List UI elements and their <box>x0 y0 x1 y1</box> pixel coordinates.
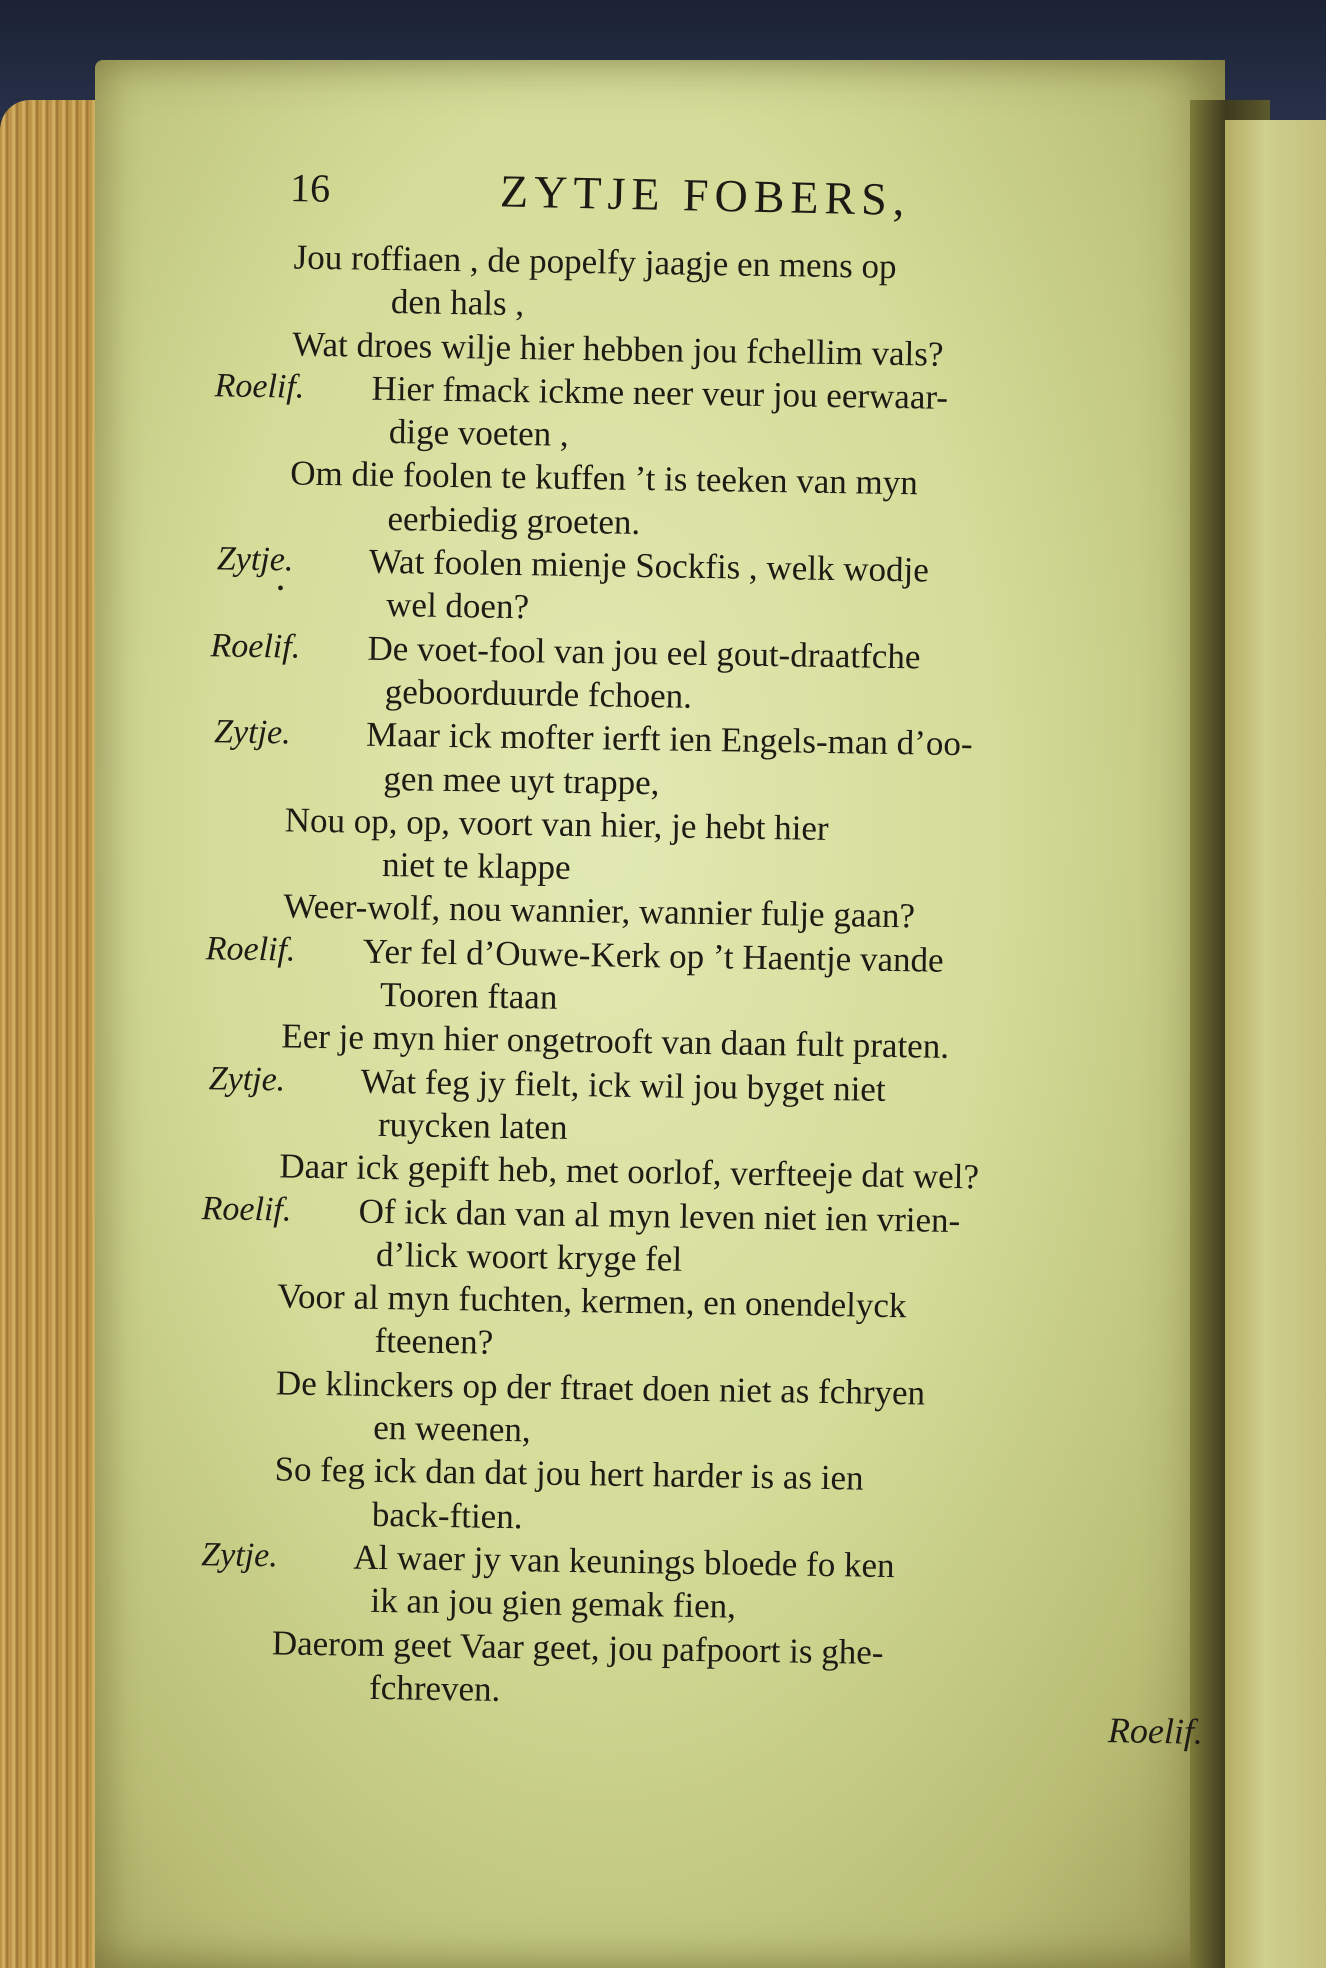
line-text: back-ftien. <box>371 1494 523 1536</box>
speaker-name: Zytje. <box>208 1059 286 1099</box>
line-text: gen mee uyt trappe, <box>383 758 660 802</box>
line-text: d’lick woort kryge fel <box>375 1234 683 1279</box>
ink-mark: • <box>277 578 285 600</box>
line-text: Daerom geet Vaar geet, jou pafpoort is ghe- <box>271 1622 884 1672</box>
line-text: den hals , <box>390 282 525 324</box>
line-text: De klinckers op der ftraet doen niet as fchryen <box>275 1363 926 1413</box>
line-text: geboorduurde fchoen. <box>384 671 693 716</box>
speaker-name: Zytje. <box>216 540 294 579</box>
right-page-edge <box>1225 120 1326 1968</box>
speaker-name: Roelif. <box>214 367 305 406</box>
line-text: Wat foolen mienje Sockfis , welk wodje <box>368 541 930 590</box>
line-text: Nou op, op, voort van hier, je hebt hier <box>284 800 829 848</box>
line-text: Of ick dan van al myn leven niet ien vrien- <box>358 1191 961 1240</box>
line-text: en weenen, <box>372 1407 531 1450</box>
line-text: Wat droes wilje hier hebben jou fchellim vals? <box>291 324 944 374</box>
line-text: niet te klappe <box>381 845 571 888</box>
line-text: Maar ick mofter ierft ien Engels-man d’oo- <box>365 714 973 764</box>
running-title: ZYTJE FOBERS, <box>499 165 911 225</box>
line-text: Al waer jy van keunings bloede fo ken <box>352 1537 895 1586</box>
speaker-name: Zytje. <box>200 1536 279 1575</box>
line-text: ik an jou gien gemak fien, <box>370 1581 737 1626</box>
page-number: 16 <box>289 165 331 211</box>
line-text: fteenen? <box>374 1321 494 1363</box>
line-text: Hier fmack ickme neer veur jou eerwaar- <box>371 368 949 417</box>
line-text: Daar ick gepift heb, met oorlof, verfteeje dat wel? <box>279 1146 980 1197</box>
line-text: So feg ick dan dat jou hert harder is as ien <box>274 1449 864 1498</box>
line-text: dige voeten , <box>388 412 570 455</box>
line-text: Voor al myn fuchten, kermen, en onendelyck <box>277 1276 907 1326</box>
speaker-name: Roelif. <box>210 626 301 666</box>
line-text: Jou roffiaen , de popelfy jaagje en mens op <box>293 237 897 286</box>
line-text: Eer je myn hier ongetrooft van daan fult praten. <box>281 1016 950 1067</box>
speaker-name: Zytje. <box>213 713 291 752</box>
speaker-name: Roelif. <box>205 929 296 969</box>
line-text: Om die foolen te kuffen ’t is teeken van myn <box>289 453 919 503</box>
line-text: ruycken laten <box>377 1104 568 1147</box>
dialogue-text <box>200 235 1222 1722</box>
line-text: fchreven. <box>368 1667 501 1709</box>
line-text: Wat feg jy fielt, ick wil jou byget niet <box>360 1061 886 1109</box>
line-text: Yer fel d’Ouwe-Kerk op ’t Haentje vande <box>362 931 944 980</box>
line-text: Tooren ftaan <box>379 974 558 1017</box>
line-text: wel doen? <box>385 585 530 627</box>
line-text: Weer-wolf, nou wannier, wannier fulje gaan? <box>283 886 916 936</box>
catchword: Roelif. <box>1107 1710 1204 1752</box>
speaker-name: Roelif. <box>201 1189 292 1229</box>
line-text: De voet-fool van jou eel gout-draatfche <box>367 628 921 677</box>
line-text: eerbiedig groeten. <box>387 498 641 542</box>
